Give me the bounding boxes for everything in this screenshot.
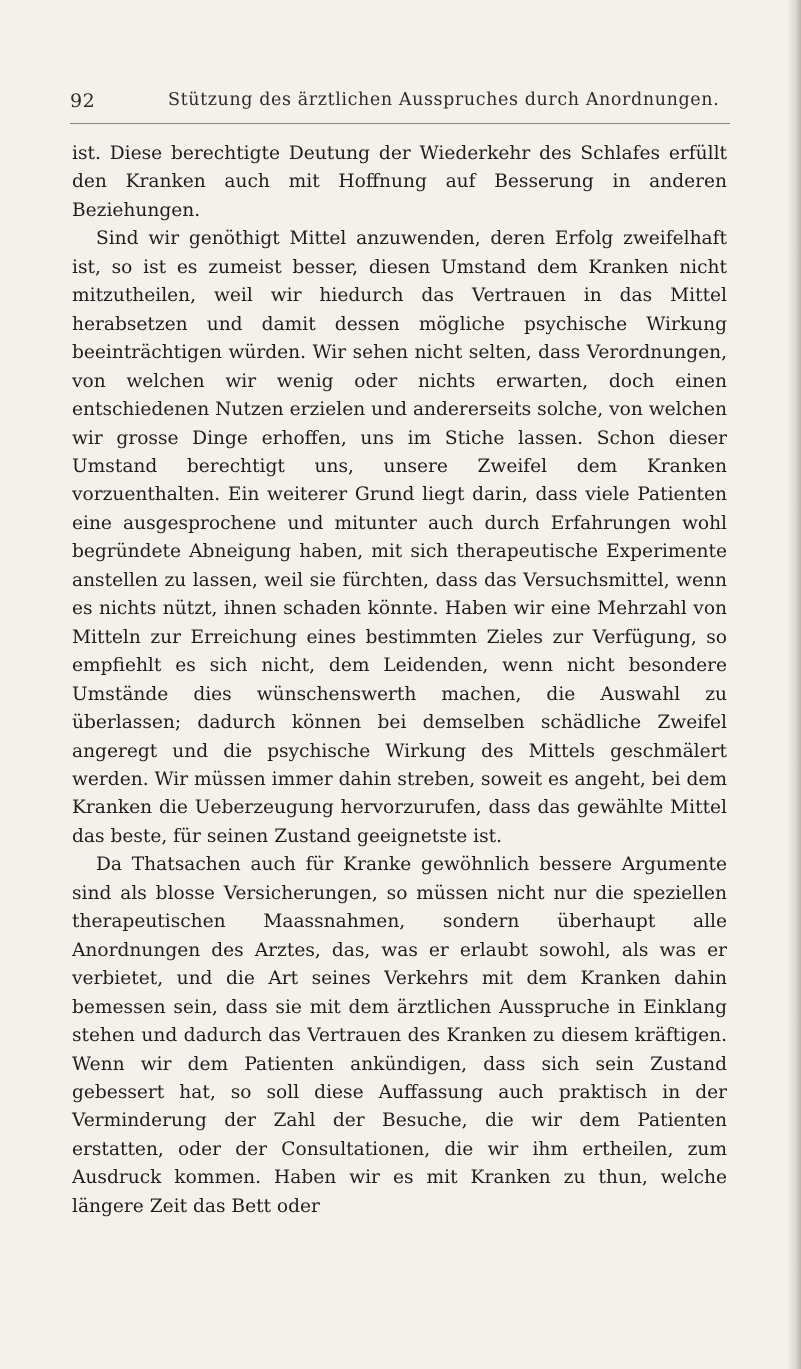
body-text [72, 140, 727, 1221]
page-number: 92 [70, 90, 96, 112]
page-header [70, 84, 730, 124]
paragraph-2: Sind wir genöthigt Mittel anzuwenden, deren Erfolg zweifelhaft ist, so ist es zumeist besser, diesen Umstand dem Kranken nicht mitzutheilen, weil wir hiedurch das Vertrauen in das Mittel herabsetzen und damit dessen mögliche psychische Wirkung beeinträchtigen würden. Wir sehen nicht selten, dass Verordnungen, von welchen wir wenig oder nichts erwarten, doch einen entschiedenen Nutzen erzielen und andererseits solche, von welchen wir grosse Dinge erhoffen, uns im Stiche lassen. Schon dieser Umstand berechtigt uns, unsere Zweifel dem Kranken vorzuenthalten. Ein weiterer Grund liegt darin, dass viele Patienten eine ausgesprochene und mitunter auch durch Erfahrungen wohl begründete Abneigung haben, mit sich therapeutische Experimente anstellen zu lassen, weil sie fürchten, dass das Versuchsmittel, wenn es nichts nützt, ihnen schaden könnte. Haben wir eine Mehrzahl von Mitteln zur Erreichung eines bestimmten Zieles zur Verfügung, so empfiehlt es sich nicht, dem Leidenden, wenn nicht besondere Umstände dies wünschenswerth machen, die Auswahl zu überlassen; dadurch können bei demselben schädliche Zweifel angeregt und die psychische Wirkung des Mittels geschmälert werden. Wir müssen immer dahin streben, soweit es angeht, bei dem Kranken die Ueberzeugung hervorzurufen, dass das gewählte Mittel das beste, für seinen Zustand geeignetste ist. [72, 228, 728, 847]
page-edge-shadow [787, 0, 801, 1369]
running-head: Stützung des ärztlichen Ausspruches durch Anordnungen. [168, 90, 720, 110]
paragraph-1: ist. Diese berechtigte Deutung der Wiederkehr des Schlafes erfüllt den Kranken auch mit Hoffnung auf Besserung in anderen Beziehungen. [72, 143, 727, 221]
paragraph-3: Da Thatsachen auch für Kranke gewöhnlich bessere Argumente sind als blosse Versicherungen, so müssen nicht nur die speziellen therapeutischen Maassnahmen, sondern überhaupt alle Anordnungen des Arztes, das, was er erlaubt sowohl, als was er verbietet, und die Art seines Verkehrs mit dem Kranken dahin bemessen sein, dass sie mit dem ärztlichen Ausspruche in Einklang stehen und dadurch das Vertrauen des Kranken zu diesem kräftigen. Wenn wir dem Patienten ankündigen, dass sich sein Zustand gebessert hat, so soll diese Auffassung auch praktisch in der Verminderung der Zahl der Besuche, die wir dem Patienten erstatten, oder der Consultationen, die wir ihm ertheilen, zum Ausdruck kommen. Haben wir es mit Kranken zu thun, welche längere Zeit das Bett oder [72, 854, 727, 1217]
header-rule [70, 123, 730, 124]
